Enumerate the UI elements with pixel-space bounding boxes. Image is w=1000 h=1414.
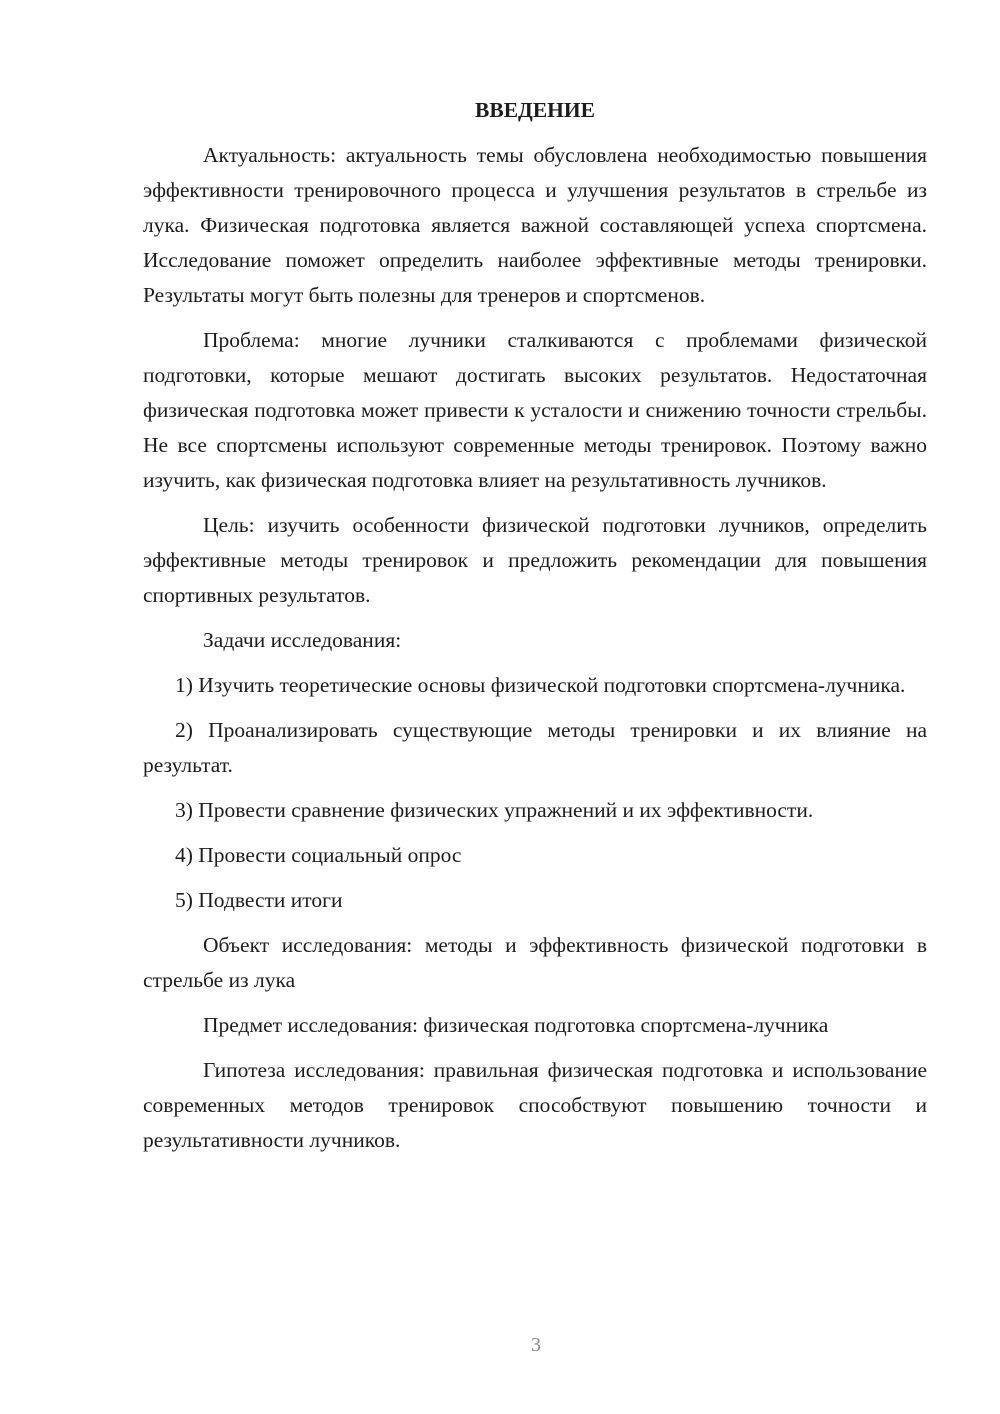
task-item: 4) Провести социальный опрос xyxy=(175,843,462,867)
relevance-paragraph: Актуальность: актуальность темы обусловлена необходимостью повышения эффективности тренировочного процесса и улучшения результатов в стрельбе из лука. Физическая подготовка является важной составляющей успеха спортсмена. Исследование поможет определить наиболее эффективные методы тренировки. Результаты могут быть полезны для тренеров и спортсменов. xyxy=(143,143,927,307)
task-item: 2) Проанализировать существующие методы тренировки и их влияние на результат. xyxy=(143,718,927,777)
tasks-heading: Задачи исследования: xyxy=(203,628,402,652)
task-item: 5) Подвести итоги xyxy=(175,888,343,912)
page-title: ВВЕДЕНИЕ xyxy=(475,98,595,122)
hypothesis-paragraph: Гипотеза исследования: правильная физическая подготовка и использование современных методов тренировок способствуют повышению точности и результативности лучников. xyxy=(143,1058,927,1152)
document-page xyxy=(143,93,927,1168)
page-number: 3 xyxy=(531,1334,541,1356)
task-item: 1) Изучить теоретические основы физической подготовки спортсмена-лучника. xyxy=(175,673,906,697)
problem-paragraph: Проблема: многие лучники сталкиваются с проблемами физической подготовки, которые мешают достигать высоких результатов. Недостаточная физическая подготовка может привести к усталости и снижению точности стрельбы. Не все спортсмены используют современные методы тренировок. Поэтому важно изучить, как физическая подготовка влияет на результативность лучников. xyxy=(143,328,927,492)
subject-paragraph: Предмет исследования: физическая подготовка спортсмена-лучника xyxy=(203,1013,829,1037)
goal-paragraph: Цель: изучить особенности физической подготовки лучников, определить эффективные методы тренировок и предложить рекомендации для повышения спортивных результатов. xyxy=(143,513,927,607)
task-item: 3) Провести сравнение физических упражнений и их эффективности. xyxy=(175,798,814,822)
object-paragraph: Объект исследования: методы и эффективность физической подготовки в стрельбе из лука xyxy=(143,933,927,992)
